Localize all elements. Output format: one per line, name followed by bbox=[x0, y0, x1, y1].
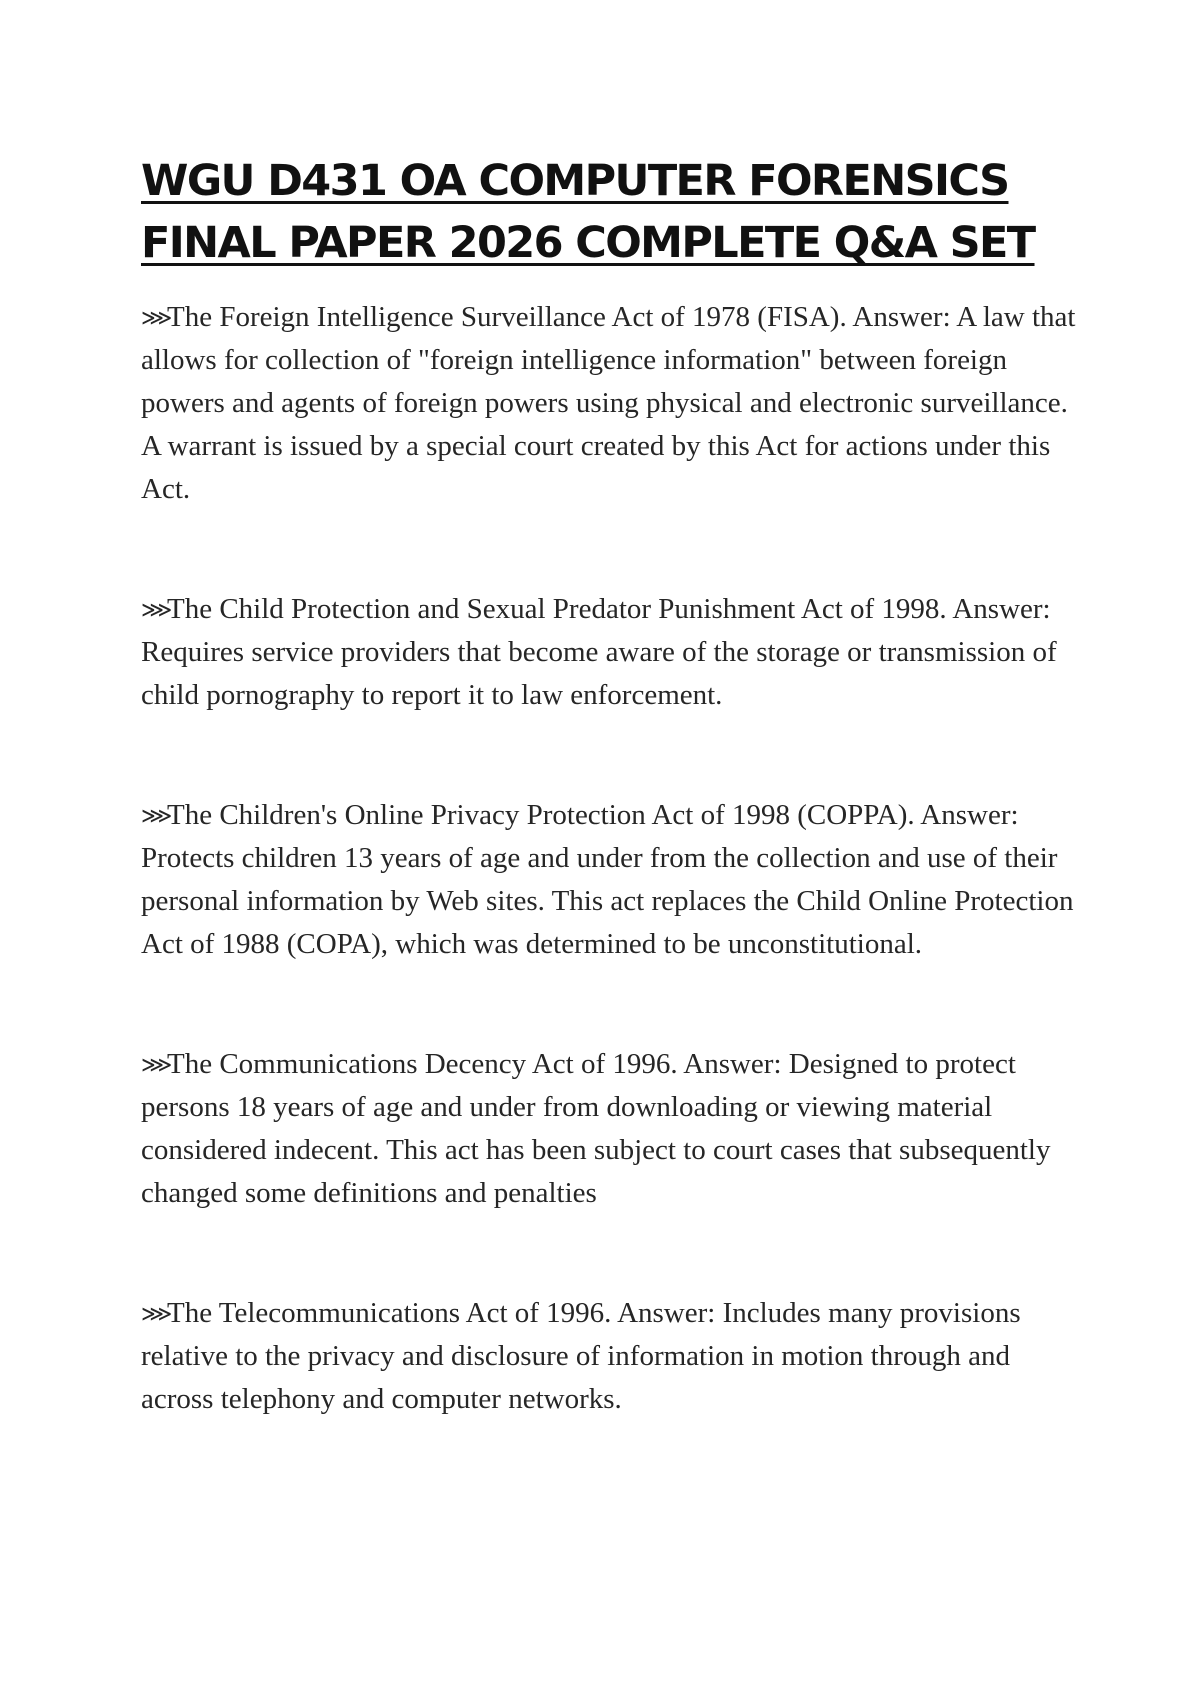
qa-answer: Answer: Designed to protect persons 18 years of age and under from downloading or viewing material considered indecent. This act has been subject to court cases that subsequently changed some definitions and penalties bbox=[141, 1048, 1051, 1209]
qa-item-telecommunications bbox=[141, 1292, 1081, 1421]
title-line-1: WGU D431 OA COMPUTER FORENSICS bbox=[141, 156, 1009, 206]
qa-item-fisa bbox=[141, 296, 1081, 511]
qa-question: The Telecommunications Act of 1996. bbox=[167, 1297, 612, 1329]
triple-arrow-bullet-icon: ⋙ bbox=[141, 1301, 173, 1326]
qa-item-child-protection bbox=[141, 588, 1081, 717]
qa-question: The Child Protection and Sexual Predator Punishment Act of 1998. bbox=[167, 593, 947, 625]
qa-question: The Communications Decency Act of 1996. bbox=[167, 1048, 678, 1080]
qa-answer: Answer: A law that allows for collection of "foreign intelligence information" between foreign powers and agents of foreign powers using physical and electronic surveillance. A warrant is issued by a special court created by this Act for actions under this Act. bbox=[141, 301, 1076, 505]
title-line-2: FINAL PAPER 2026 COMPLETE Q&A SET bbox=[141, 218, 1035, 268]
triple-arrow-bullet-icon: ⋙ bbox=[141, 597, 173, 622]
triple-arrow-bullet-icon: ⋙ bbox=[141, 1052, 173, 1077]
qa-item-communications-decency bbox=[141, 1043, 1081, 1215]
qa-list bbox=[141, 296, 1081, 1421]
qa-answer: Answer: Includes many provisions relative to the privacy and disclosure of information in motion through and across telephony and computer networks. bbox=[141, 1297, 1021, 1415]
qa-question: The Children's Online Privacy Protection Act of 1998 (COPPA). bbox=[167, 799, 915, 831]
qa-question: The Foreign Intelligence Surveillance Act of 1978 (FISA). bbox=[167, 301, 847, 333]
triple-arrow-bullet-icon: ⋙ bbox=[141, 305, 173, 330]
triple-arrow-bullet-icon: ⋙ bbox=[141, 803, 173, 828]
qa-item-coppa bbox=[141, 794, 1081, 966]
qa-answer: Answer: Protects children 13 years of age and under from the collection and use of their personal information by Web sites. This act replaces the Child Online Protection Act of 1988 (COPA), which was determined to be unconstitutional. bbox=[141, 799, 1074, 960]
document-title bbox=[141, 150, 1041, 274]
qa-answer: Answer: Requires service providers that become aware of the storage or transmission of child pornography to report it to law enforcement. bbox=[141, 593, 1057, 711]
